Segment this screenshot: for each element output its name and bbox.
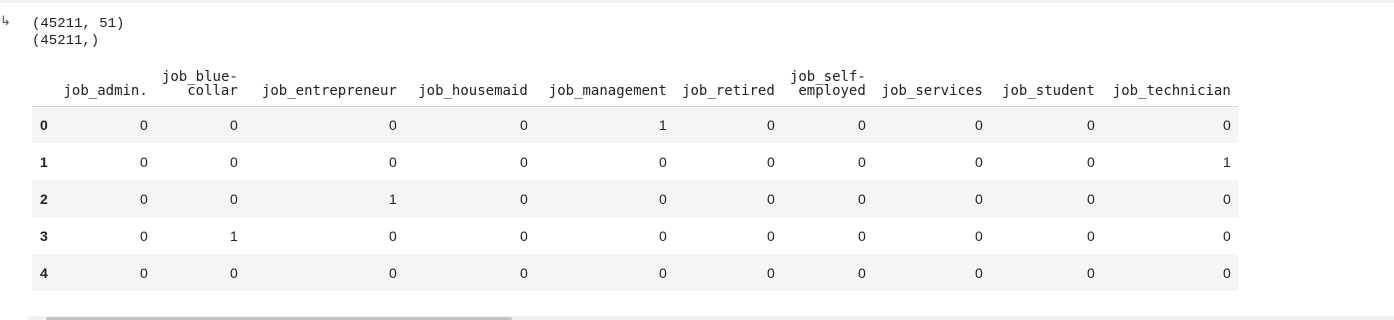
cell-top-divider [0, 0, 1394, 3]
table-cell: 0 [975, 116, 983, 133]
table-row [32, 143, 1238, 180]
table-cell: 0 [389, 116, 397, 133]
table-cell: 1 [1223, 153, 1231, 170]
table-cell: 1 [389, 190, 397, 207]
table-cell: 0 [1223, 190, 1231, 207]
table-cell: 0 [858, 264, 866, 281]
column-header: job_self- employed [782, 64, 873, 106]
table-cell: 0 [140, 116, 148, 133]
row-index: 0 [40, 116, 48, 133]
column-header: job_entrepreneur [245, 64, 404, 106]
table-cell: 0 [975, 153, 983, 170]
column-header: job_management [535, 64, 674, 106]
table-cell: 0 [389, 153, 397, 170]
table-cell: 0 [858, 227, 866, 244]
table-cell: 0 [767, 116, 775, 133]
table-cell: 0 [1087, 190, 1095, 207]
table-cell: 1 [230, 227, 238, 244]
row-index: 1 [40, 153, 48, 170]
row-index: 2 [40, 190, 48, 207]
table-cell: 0 [520, 227, 528, 244]
table-cell: 0 [230, 190, 238, 207]
column-header: job_admin. [56, 64, 155, 106]
table-cell: 0 [659, 227, 667, 244]
table-row [32, 180, 1238, 217]
table-cell: 0 [858, 153, 866, 170]
table-cell: 0 [858, 190, 866, 207]
table-cell: 0 [140, 190, 148, 207]
table-cell: 0 [1223, 264, 1231, 281]
table-cell: 0 [230, 116, 238, 133]
column-header: job_technician [1102, 64, 1238, 106]
table-cell: 0 [767, 190, 775, 207]
table-cell: 0 [389, 227, 397, 244]
table-cell: 0 [767, 153, 775, 170]
table-cell: 0 [767, 227, 775, 244]
table-cell: 0 [858, 116, 866, 133]
table-cell: 0 [1223, 116, 1231, 133]
table-cell: 0 [389, 264, 397, 281]
column-header: job_retired [674, 64, 782, 106]
table-cell: 0 [659, 153, 667, 170]
table-cell: 0 [140, 227, 148, 244]
column-header: job_blue- collar [155, 64, 245, 106]
dataframe-table [32, 64, 1238, 291]
table-cell: 0 [520, 116, 528, 133]
table-cell: 0 [1087, 264, 1095, 281]
column-header: job_housemaid [404, 64, 535, 106]
row-index: 3 [40, 227, 48, 244]
table-cell: 0 [975, 264, 983, 281]
table-cell: 0 [1087, 116, 1095, 133]
row-index: 4 [40, 264, 48, 281]
table-cell: 0 [520, 153, 528, 170]
index-header [32, 64, 56, 106]
table-row [32, 106, 1238, 143]
table-row [32, 254, 1238, 291]
table-cell: 0 [1223, 227, 1231, 244]
table-cell: 0 [1087, 153, 1095, 170]
table-cell: 0 [140, 153, 148, 170]
table-cell: 0 [975, 227, 983, 244]
table-cell: 0 [659, 264, 667, 281]
table-cell: 0 [520, 190, 528, 207]
table-cell: 0 [230, 264, 238, 281]
table-cell: 0 [520, 264, 528, 281]
header-row [32, 64, 1238, 106]
column-header: job_services [873, 64, 990, 106]
table-cell: 0 [1087, 227, 1095, 244]
table-cell: 0 [767, 264, 775, 281]
output-arrow-icon[interactable]: ↳ [0, 14, 11, 29]
table-cell: 0 [975, 190, 983, 207]
column-header: job_student [990, 64, 1102, 106]
stdout-line: (45211, 51) [32, 16, 125, 32]
table-cell: 0 [659, 190, 667, 207]
table-cell: 0 [230, 153, 238, 170]
table-row [32, 217, 1238, 254]
table-cell: 0 [140, 264, 148, 281]
stdout-text [32, 16, 124, 50]
table-cell: 1 [659, 116, 667, 133]
stdout-line: (45211,) [32, 33, 100, 49]
